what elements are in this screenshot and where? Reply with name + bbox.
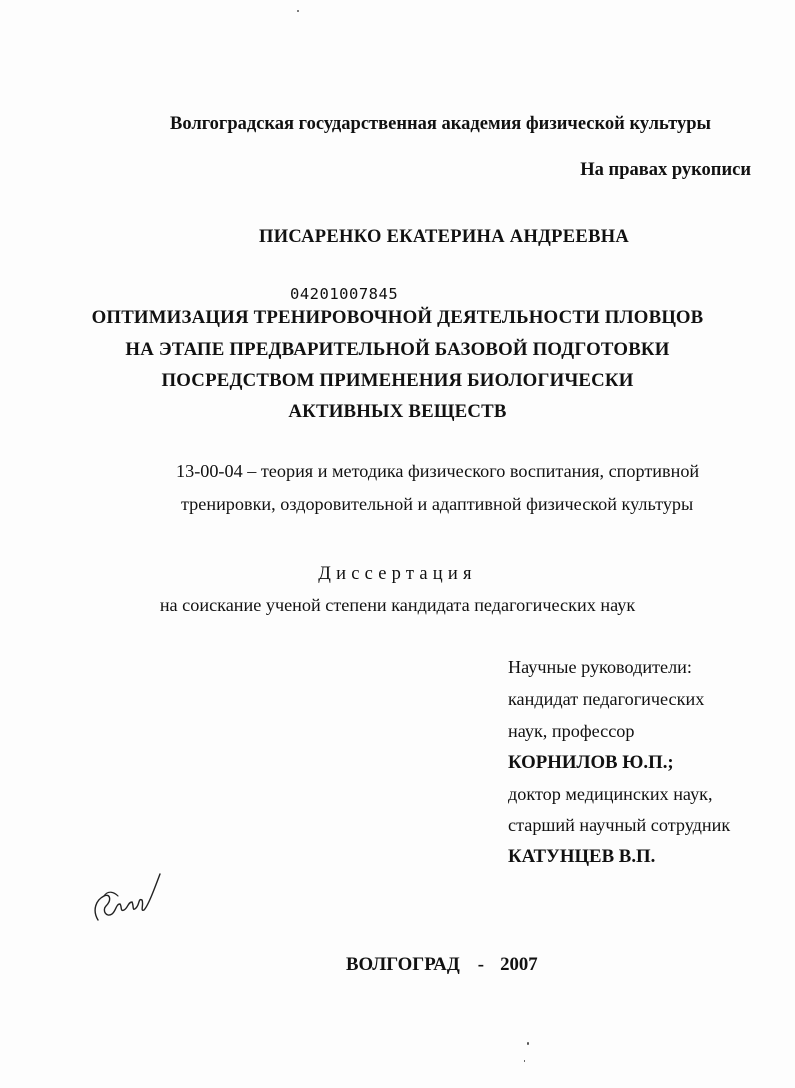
supervisor-1-title: кандидат педагогических [508,689,705,709]
institution-name: Волгоградская государственная академия физической культуры [170,114,711,134]
dissertation-label: Диссертация [318,564,477,584]
year: 2007 [500,954,538,975]
supervisor-2-name: КАТУНЦЕВ В.П. [508,846,656,867]
scan-speck [527,1042,529,1045]
title-line: АКТИВНЫХ ВЕЩЕСТВ [288,401,507,422]
signature-icon [84,860,164,930]
scan-speck [524,1060,525,1062]
supervisors-heading: Научные руководители: [508,657,692,677]
supervisor-2-title: старший научный сотрудник [508,815,731,835]
city-year-separator: - [477,954,485,975]
author-name: ПИСАРЕНКО ЕКАТЕРИНА АНДРЕЕВНА [259,227,630,247]
supervisor-1-title: наук, профессор [508,721,635,741]
supervisor-2-title: доктор медицинских наук, [508,784,713,804]
title-line: ПОСРЕДСТВОМ ПРИМЕНЕНИЯ БИОЛОГИЧЕСКИ [161,370,634,391]
title-line: НА ЭТАПЕ ПРЕДВАРИТЕЛЬНОЙ БАЗОВОЙ ПОДГОТОВКИ [125,339,670,360]
specialty-line: 13-00-04 – теория и методика физического воспитания, спортивной [176,461,700,481]
supervisor-1-name: КОРНИЛОВ Ю.П.; [508,752,674,773]
scan-speck [297,10,299,12]
city-name: ВОЛГОГРАД [346,954,460,975]
city-year-line [346,954,538,976]
manuscript-rights-label: На правах рукописи [580,160,751,180]
degree-line: на соискание ученой степени кандидата педагогических наук [159,595,636,615]
specialty-line: тренировки, оздоровительной и адаптивной физической культуры [181,494,694,514]
catalog-number-stamp: 04201007845 [290,285,399,303]
title-line: ОПТИМИЗАЦИЯ ТРЕНИРОВОЧНОЙ ДЕЯТЕЛЬНОСТИ ПЛОВЦОВ [91,307,704,328]
